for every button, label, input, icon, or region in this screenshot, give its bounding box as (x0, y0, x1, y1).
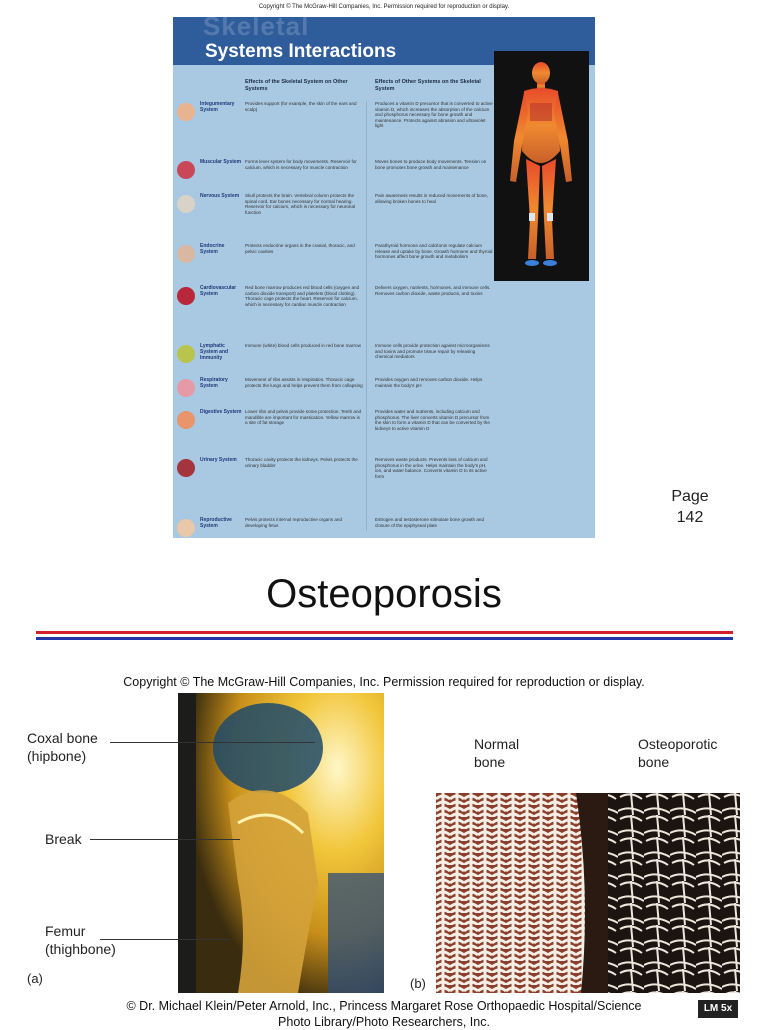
system-name: Urinary System (200, 457, 237, 463)
system-name: Muscular System (200, 159, 242, 165)
label-coxal-bone (27, 729, 98, 765)
other-effect-text: Provides oxygen and removes carbon dioxide. Helps maintain the body's pH (375, 377, 483, 388)
label-femur-line1: Femur (45, 923, 86, 939)
other-effect-text: Parathyroid hormone and calcitonin regulate calcium release and uptake by bone. Growth hormone and thyroid hormones affect bone growth and metabolism (375, 243, 493, 260)
system-name: Reproductive System (200, 517, 232, 529)
system-name: Cardiovascular System (200, 285, 237, 297)
lymph-node-icon (177, 345, 195, 363)
skeletal-effect-text: Skull protects the brain. Vertebral column protects the spinal cord. Ear bones necessary for normal hearing. Reservoir for calcium, which is necessary for neuronal function (245, 193, 356, 215)
skeletal-effect-text: Red bone marrow produces red blood cells (oxygen and carbon dioxide transport) and platelets (blood clotting). Thoracic cage protects the heart. Reservoir for calcium, which is necessary for cardiac muscle contraction (245, 285, 360, 307)
system-name: Lymphatic System and Immunity (200, 343, 229, 361)
label-coxal-line2: (hipbone) (27, 748, 87, 764)
label-normal-line2: bone (474, 754, 506, 770)
title-rule-blue (36, 637, 733, 640)
human-body-illustration (494, 51, 589, 281)
photo-credit-line1: © Dr. Michael Klein/Peter Arnold, Inc., Princess Margaret Rose Orthopaedic Hospital/Science (126, 999, 642, 1013)
label-femur-line2: (thighbone) (45, 941, 116, 957)
other-effect-text: Produces a vitamin D precursor that is converted to active vitamin D, which increases the absorption of the calcium and phosphorus necessary for bone growth and maintenance. Protects against abrasion and ultraviolet light (375, 101, 493, 129)
label-coxal-line1: Coxal bone (27, 730, 98, 746)
other-effect-text: Provides water and nutrients, including calcium and phosphorus. The liver converts vitamin D precursor from the skin to form a vitamin D that can be converted by the kidneys to active vitamin D (375, 409, 490, 431)
column-heading-skeletal-effects: Effects of the Skeletal System on Other Systems (245, 79, 348, 92)
panel-label-a: (a) (27, 971, 43, 986)
heart-icon (177, 287, 195, 305)
label-femur (45, 922, 116, 958)
system-name: Integumentary System (200, 101, 235, 113)
leader-line-femur (100, 939, 230, 940)
panel-label-b: (b) (410, 976, 426, 991)
other-effect-text: Immune cells provide protection against microorganisms and toxins and promote tissue repair by releasing chemical mediators (375, 343, 490, 360)
skeletal-effect-text: Protects endocrine organs in the cranial, thoracic, and pelvic cavities (245, 243, 355, 254)
leader-line-coxal (110, 742, 315, 743)
magnification-badge: LM 5x (698, 1000, 738, 1018)
other-effect-text: Delivers oxygen, nutrients, hormones, and immune cells. Removes carbon dioxide, waste products, and toxins (375, 285, 491, 296)
label-osteoporotic-bone (638, 735, 717, 771)
reproductive-icon (177, 519, 195, 537)
label-normal-bone (474, 735, 519, 771)
neuron-icon (177, 195, 195, 213)
label-normal-line1: Normal (474, 736, 520, 752)
system-name: Digestive System (200, 409, 242, 415)
textbook-title: Systems Interactions (205, 41, 397, 62)
system-name: Endocrine System (200, 243, 225, 255)
bone-micrograph (436, 793, 740, 993)
textbook-page-image (173, 17, 595, 538)
system-name: Respiratory System (200, 377, 228, 389)
muscle-icon (177, 161, 195, 179)
kidney-icon (177, 459, 195, 477)
column-divider (366, 101, 367, 531)
gland-icon (177, 245, 195, 263)
hip-fracture-xray (178, 693, 384, 993)
label-osteoporotic-line1: Osteoporotic (638, 736, 718, 752)
skeletal-effect-text: Movement of ribs assists in respiration. Thoracic cage protects the lungs and helps prevent them from collapsing (245, 377, 363, 388)
skeletal-effect-text: Provides support (for example, the skin of the ears and scalp) (245, 101, 357, 112)
photo-credit (0, 998, 768, 1030)
stomach-icon (177, 411, 195, 429)
other-effect-text: Removes waste products. Prevents loss of calcium and phosphorus in the urine. Helps maintain the body's pH, ion, and water balance. Converts vitamin D to its active form (375, 457, 488, 479)
other-effect-text: Estrogen and testosterone stimulate bone growth and closure of the epiphyseal plate (375, 517, 485, 528)
column-heading-other-effects: Effects of Other Systems on the Skeletal System (375, 79, 481, 92)
page-label-word: Page (671, 488, 709, 505)
skeletal-effect-text: Immune (white) blood cells produced in red bone marrow (245, 343, 361, 348)
label-break: Break (45, 831, 82, 847)
leader-line-break (90, 839, 240, 840)
figure-copyright-notice: Copyright © The McGraw-Hill Companies, Inc. Permission required for reproduction or display. (123, 675, 645, 689)
other-effect-text: Pain awareness results in reduced movements of bone, allowing broken bones to heal (375, 193, 489, 204)
top-copyright-notice: Copyright © The McGraw-Hill Companies, Inc. Permission required for reproduction or display. (258, 4, 510, 10)
page-number: 142 (676, 509, 704, 526)
skeletal-effect-text: Thoracic cavity protects the kidneys. Pelvis protects the urinary bladder (245, 457, 358, 468)
textbook-watermark: Skeletal (203, 17, 310, 41)
label-osteoporotic-line2: bone (638, 754, 670, 770)
skeletal-effect-text: Lower ribs and pelvis provide some protection. Teeth and mandible are important for mastication. Yellow marrow is a site of fat storage (245, 409, 362, 426)
other-effect-text: Moves bones to produce body movements. Tension on bone promotes bone growth and maintenance (375, 159, 487, 170)
lungs-icon (177, 379, 195, 397)
photo-credit-line2: Photo Library/Photo Researchers, Inc. (278, 1015, 490, 1029)
slide-title: Osteoporosis (266, 572, 502, 616)
skin-icon (177, 103, 195, 121)
skeletal-effect-text: Pelvis protects internal reproductive organs and developing fetus (245, 517, 343, 528)
system-name: Nervous System (200, 193, 240, 199)
title-rule-red (36, 631, 733, 634)
skeletal-effect-text: Forms lever system for body movements. Reservoir for calcium, which is necessary for muscle contraction (245, 159, 357, 170)
page-reference (650, 486, 730, 528)
